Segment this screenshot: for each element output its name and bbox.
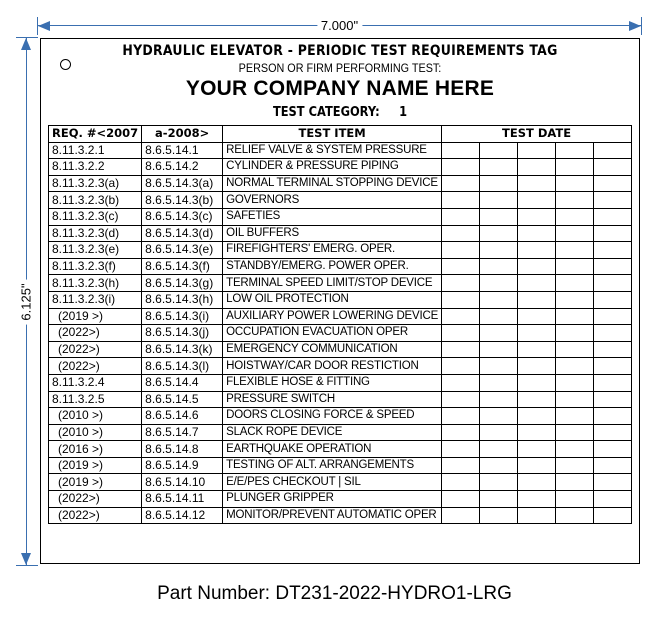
test-date-cell[interactable] [442, 358, 480, 375]
tag-title: HYDRAULIC ELEVATOR - PERIODIC TEST REQUIREMENTS TAG [122, 43, 558, 59]
test-date-cell[interactable] [556, 424, 594, 441]
height-dimension [16, 37, 38, 566]
req-old-cell: 8.11.3.2.3(b) [49, 192, 142, 209]
req-new-cell: 8.6.5.14.12 [142, 507, 223, 524]
req-old-cell: 8.11.3.2.5 [49, 391, 142, 408]
req-new-cell: 8.6.5.14.1 [142, 142, 223, 159]
test-item-cell: TERMINAL SPEED LIMIT/STOP DEVICE [223, 275, 442, 292]
test-date-cell[interactable] [518, 391, 556, 408]
test-date-cell[interactable] [480, 391, 518, 408]
test-date-cell[interactable] [442, 507, 480, 524]
req-old-cell: (2022>) [49, 358, 142, 375]
test-date-cell[interactable] [480, 192, 518, 209]
test-date-cell[interactable] [480, 325, 518, 342]
test-date-cell[interactable] [518, 358, 556, 375]
width-dimension [37, 17, 642, 35]
test-date-cell[interactable] [442, 208, 480, 225]
test-date-cell[interactable] [556, 159, 594, 176]
req-new-cell: 8.6.5.14.6 [142, 408, 223, 425]
test-item-cell: SLACK ROPE DEVICE [223, 424, 442, 441]
test-date-cell[interactable] [594, 341, 632, 358]
test-date-cell[interactable] [594, 491, 632, 508]
req-new-cell: 8.6.5.14.3(h) [142, 291, 223, 308]
test-date-cell[interactable] [442, 424, 480, 441]
test-date-cell[interactable] [518, 308, 556, 325]
test-item-cell: PRESSURE SWITCH [223, 391, 442, 408]
req-new-cell: 8.6.5.14.3(f) [142, 258, 223, 275]
test-date-cell[interactable] [480, 225, 518, 242]
test-date-cell[interactable] [556, 308, 594, 325]
test-category [77, 105, 603, 120]
test-item-cell: EMERGENCY COMMUNICATION [223, 341, 442, 358]
test-date-cell[interactable] [480, 507, 518, 524]
test-date-cell[interactable] [556, 192, 594, 209]
req-old-cell: 8.11.3.2.2 [49, 159, 142, 176]
test-date-cell[interactable] [556, 457, 594, 474]
test-date-cell[interactable] [556, 258, 594, 275]
req-old-cell: (2022>) [49, 507, 142, 524]
test-item-cell: STANDBY/EMERG. POWER OPER. [223, 258, 442, 275]
req-new-cell: 8.6.5.14.3(i) [142, 308, 223, 325]
table-row [49, 341, 632, 358]
test-item-cell: FLEXIBLE HOSE & FITTING [223, 374, 442, 391]
req-old-cell: 8.11.3.2.1 [49, 142, 142, 159]
test-date-cell[interactable] [442, 258, 480, 275]
table-row [49, 291, 632, 308]
test-date-cell[interactable] [556, 374, 594, 391]
req-new-cell: 8.6.5.14.8 [142, 441, 223, 458]
test-item-cell: GOVERNORS [223, 192, 442, 209]
test-date-cell[interactable] [480, 341, 518, 358]
test-date-cell[interactable] [518, 491, 556, 508]
test-date-cell[interactable] [480, 424, 518, 441]
req-new-cell: 8.6.5.14.3(b) [142, 192, 223, 209]
table-row [49, 424, 632, 441]
req-old-cell: (2019 >) [49, 474, 142, 491]
req-new-cell: 8.6.5.14.3(c) [142, 208, 223, 225]
test-item-cell: CYLINDER & PRESSURE PIPING [223, 159, 442, 176]
test-date-cell[interactable] [518, 424, 556, 441]
table-row [49, 325, 632, 342]
test-date-cell[interactable] [594, 325, 632, 342]
req-old-cell: (2010 >) [49, 408, 142, 425]
test-date-cell[interactable] [518, 175, 556, 192]
test-date-cell[interactable] [480, 242, 518, 259]
test-date-cell[interactable] [556, 208, 594, 225]
test-date-cell[interactable] [556, 325, 594, 342]
test-item-cell: HOISTWAY/CAR DOOR RESTICTION [223, 358, 442, 375]
test-date-cell[interactable] [556, 175, 594, 192]
req-old-cell: (2019 >) [49, 308, 142, 325]
part-number: Part Number: DT231-2022-HYDRO1-LRG [157, 583, 512, 604]
test-item-cell: FIREFIGHTERS' EMERG. OPER. [223, 242, 442, 259]
table-row [49, 142, 632, 159]
req-new-cell: 8.6.5.14.10 [142, 474, 223, 491]
test-date-cell[interactable] [594, 408, 632, 425]
test-date-cell[interactable] [480, 291, 518, 308]
table-row [49, 242, 632, 259]
test-item-cell: NORMAL TERMINAL STOPPING DEVICE [223, 175, 442, 192]
test-date-cell[interactable] [556, 441, 594, 458]
test-date-cell[interactable] [518, 159, 556, 176]
test-item-cell: MONITOR/PREVENT AUTOMATIC OPER [223, 507, 442, 524]
test-date-cell[interactable] [442, 474, 480, 491]
header-req-new: a-2008> [142, 126, 223, 143]
test-date-cell[interactable] [480, 308, 518, 325]
req-new-cell: 8.6.5.14.7 [142, 424, 223, 441]
test-date-cell[interactable] [442, 441, 480, 458]
table-row [49, 374, 632, 391]
test-date-cell[interactable] [594, 441, 632, 458]
test-date-cell[interactable] [442, 275, 480, 292]
req-old-cell: (2016 >) [49, 441, 142, 458]
test-date-cell[interactable] [594, 275, 632, 292]
test-date-cell[interactable] [594, 142, 632, 159]
test-date-cell[interactable] [594, 175, 632, 192]
req-old-cell: 8.11.3.2.3(i) [49, 291, 142, 308]
req-old-cell: (2022>) [49, 491, 142, 508]
req-new-cell: 8.6.5.14.5 [142, 391, 223, 408]
test-date-cell[interactable] [518, 208, 556, 225]
test-date-cell[interactable] [480, 491, 518, 508]
test-item-cell: OIL BUFFERS [223, 225, 442, 242]
test-date-cell[interactable] [594, 258, 632, 275]
test-date-cell[interactable] [480, 258, 518, 275]
req-new-cell: 8.6.5.14.11 [142, 491, 223, 508]
test-date-cell[interactable] [442, 457, 480, 474]
mounting-hole-icon [60, 59, 71, 70]
table-row [49, 474, 632, 491]
test-date-cell[interactable] [518, 242, 556, 259]
test-item-cell: E/E/PES CHECKOUT | SIL [223, 474, 442, 491]
test-date-cell[interactable] [442, 325, 480, 342]
test-date-cell[interactable] [518, 441, 556, 458]
test-date-cell[interactable] [480, 275, 518, 292]
req-new-cell: 8.6.5.14.3(e) [142, 242, 223, 259]
test-date-cell[interactable] [556, 275, 594, 292]
test-item-cell: LOW OIL PROTECTION [223, 291, 442, 308]
table-row [49, 358, 632, 375]
test-item-cell: RELIEF VALVE & SYSTEM PRESSURE [223, 142, 442, 159]
req-new-cell: 8.6.5.14.2 [142, 159, 223, 176]
test-date-cell[interactable] [556, 474, 594, 491]
req-new-cell: 8.6.5.14.3(k) [142, 341, 223, 358]
test-item-cell: EARTHQUAKE OPERATION [223, 441, 442, 458]
test-date-cell[interactable] [442, 308, 480, 325]
test-date-cell[interactable] [480, 408, 518, 425]
test-date-cell[interactable] [518, 291, 556, 308]
req-old-cell: (2022>) [49, 341, 142, 358]
test-category-label: TEST CATEGORY: [272, 105, 380, 120]
header-test-date: TEST DATE [442, 126, 632, 143]
test-item-cell: AUXILIARY POWER LOWERING DEVICE [223, 308, 442, 325]
tag-subtitle: PERSON OR FIRM PERFORMING TEST: [238, 61, 442, 75]
test-date-cell[interactable] [518, 374, 556, 391]
req-new-cell: 8.6.5.14.3(d) [142, 225, 223, 242]
test-date-cell[interactable] [518, 474, 556, 491]
table-row [49, 441, 632, 458]
test-date-cell[interactable] [442, 159, 480, 176]
test-date-cell[interactable] [518, 507, 556, 524]
test-date-cell[interactable] [518, 341, 556, 358]
test-tag [40, 38, 640, 564]
test-date-cell[interactable] [594, 374, 632, 391]
test-item-cell: TESTING OF ALT. ARRANGEMENTS [223, 457, 442, 474]
test-date-cell[interactable] [594, 225, 632, 242]
test-date-cell[interactable] [594, 242, 632, 259]
test-date-cell[interactable] [442, 341, 480, 358]
test-item-cell: SAFETIES [223, 208, 442, 225]
test-date-cell[interactable] [442, 225, 480, 242]
table-body [49, 142, 632, 524]
test-date-cell[interactable] [480, 208, 518, 225]
company-name: YOUR COMPANY NAME HERE [185, 77, 495, 100]
test-date-cell[interactable] [442, 374, 480, 391]
req-old-cell: (2019 >) [49, 457, 142, 474]
test-date-cell[interactable] [594, 291, 632, 308]
test-date-cell[interactable] [480, 175, 518, 192]
test-date-cell[interactable] [556, 408, 594, 425]
table-row [49, 491, 632, 508]
height-dimension-label: 6.125" [19, 279, 34, 324]
test-date-cell[interactable] [442, 242, 480, 259]
test-date-cell[interactable] [480, 358, 518, 375]
test-date-cell[interactable] [480, 142, 518, 159]
test-date-cell[interactable] [442, 491, 480, 508]
table-row [49, 308, 632, 325]
test-date-cell[interactable] [594, 159, 632, 176]
test-date-cell[interactable] [594, 391, 632, 408]
req-new-cell: 8.6.5.14.4 [142, 374, 223, 391]
test-table [48, 125, 632, 524]
test-date-cell[interactable] [594, 192, 632, 209]
table-row [49, 159, 632, 176]
test-date-cell[interactable] [518, 325, 556, 342]
req-old-cell: 8.11.3.2.3(c) [49, 208, 142, 225]
test-date-cell[interactable] [442, 192, 480, 209]
table-row [49, 225, 632, 242]
test-date-cell[interactable] [518, 192, 556, 209]
test-date-cell[interactable] [556, 242, 594, 259]
test-date-cell[interactable] [442, 391, 480, 408]
width-dimension-label: 7.000" [317, 17, 362, 34]
test-date-cell[interactable] [556, 225, 594, 242]
test-item-cell: PLUNGER GRIPPER [223, 491, 442, 508]
header-req-old: REQ. #<2007 [49, 126, 142, 143]
table-row [49, 175, 632, 192]
req-old-cell: 8.11.3.2.3(d) [49, 225, 142, 242]
table-row [49, 408, 632, 425]
test-date-cell[interactable] [556, 358, 594, 375]
req-new-cell: 8.6.5.14.9 [142, 457, 223, 474]
test-date-cell[interactable] [518, 408, 556, 425]
header-test-item: TEST ITEM [223, 126, 442, 143]
req-new-cell: 8.6.5.14.3(a) [142, 175, 223, 192]
test-date-cell[interactable] [594, 457, 632, 474]
test-date-cell[interactable] [518, 457, 556, 474]
test-date-cell[interactable] [556, 142, 594, 159]
test-date-cell[interactable] [518, 275, 556, 292]
req-old-cell: (2010 >) [49, 424, 142, 441]
req-new-cell: 8.6.5.14.3(l) [142, 358, 223, 375]
test-date-cell[interactable] [594, 358, 632, 375]
req-new-cell: 8.6.5.14.3(g) [142, 275, 223, 292]
test-date-cell[interactable] [594, 208, 632, 225]
test-date-cell[interactable] [594, 308, 632, 325]
req-old-cell: (2022>) [49, 325, 142, 342]
test-item-cell: OCCUPATION EVACUATION OPER [223, 325, 442, 342]
test-date-cell[interactable] [442, 408, 480, 425]
test-date-cell[interactable] [594, 507, 632, 524]
test-date-cell[interactable] [480, 159, 518, 176]
test-date-cell[interactable] [556, 507, 594, 524]
test-date-cell[interactable] [556, 341, 594, 358]
test-date-cell[interactable] [442, 291, 480, 308]
req-new-cell: 8.6.5.14.3(j) [142, 325, 223, 342]
table-row [49, 192, 632, 209]
test-date-cell[interactable] [518, 258, 556, 275]
test-date-cell[interactable] [518, 225, 556, 242]
test-item-cell: DOORS CLOSING FORCE & SPEED [223, 408, 442, 425]
test-date-cell[interactable] [480, 474, 518, 491]
test-date-cell[interactable] [594, 424, 632, 441]
test-date-cell[interactable] [518, 142, 556, 159]
test-date-cell[interactable] [556, 391, 594, 408]
table-row [49, 208, 632, 225]
test-date-cell[interactable] [556, 491, 594, 508]
table-row [49, 258, 632, 275]
req-old-cell: 8.11.3.2.3(a) [49, 175, 142, 192]
test-date-cell[interactable] [442, 175, 480, 192]
test-date-cell[interactable] [480, 457, 518, 474]
test-date-cell[interactable] [594, 474, 632, 491]
test-date-cell[interactable] [480, 441, 518, 458]
test-date-cell[interactable] [442, 142, 480, 159]
req-old-cell: 8.11.3.2.3(e) [49, 242, 142, 259]
table-header-row [49, 126, 632, 143]
test-date-cell[interactable] [480, 374, 518, 391]
table-row [49, 275, 632, 292]
req-old-cell: 8.11.3.2.4 [49, 374, 142, 391]
test-category-value: 1 [399, 105, 408, 120]
table-row [49, 391, 632, 408]
table-row [49, 507, 632, 524]
req-old-cell: 8.11.3.2.3(f) [49, 258, 142, 275]
table-row [49, 457, 632, 474]
req-old-cell: 8.11.3.2.3(h) [49, 275, 142, 292]
test-date-cell[interactable] [556, 291, 594, 308]
